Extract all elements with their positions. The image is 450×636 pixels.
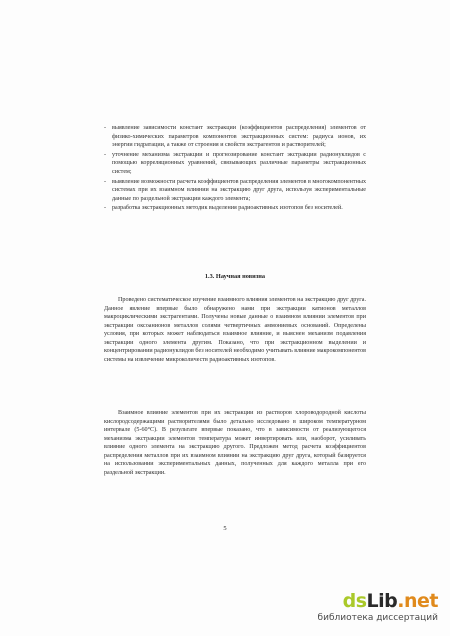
- list-item-text: разработка экстракционных методик выделения радиоактивных изотопов без носителей.: [112, 205, 343, 212]
- logo-dot: .: [397, 590, 404, 612]
- watermark-tagline: библиотека диссертаций: [317, 613, 438, 623]
- logo-ds: ds: [342, 590, 367, 612]
- list-item: [104, 151, 366, 177]
- list-item-text: уточнение механизма экстракции и прогнозирование констант экстракции радионуклидов с помощью корреляционных уравнений, связывающих различные параметры экстракционных систем;: [112, 151, 366, 175]
- logo-net: net: [404, 590, 438, 612]
- bullet-marker: -: [104, 178, 107, 185]
- logo-lib: Lib: [366, 590, 398, 612]
- paragraph: Проведено систематическое изучение взаимного влияния элементов на экстракцию друг друга. Данное явление впервые было обнаружено нами при экстракции катионов металлов макроциклическими экстрагентами. Получены новые данные о взаимном влиянии элементов при экстракции оксоанионов металлов солями четвертичных аммониевых оснований. Определены условия, при которых может наблюдаться взаимное влияние, и выяснен механизм подавления экстракции одного элемента другим. Показано, что при экстракционном выделении и концентрировании радионуклидов без носителей необходимо учитывать влияние макрокомпонентов системы на извлечение микроколичеств радиоактивных изотопов.: [104, 297, 366, 363]
- watermark[interactable]: [314, 590, 442, 628]
- list-item: [104, 204, 366, 213]
- paragraph: Взаимное влияние элементов при их экстракции из растворов хлороводородной кислоты кислородсодержащими растворителями было детально исследовано в широком температурном интервале (5-60°С). В результате впервые показано, что в зависимости от реализующегося механизма экстракции элементов температура может инвертировать или, наоборот, усиливать влияние одного элемента на экстракцию другого. Предложен метод расчета коэффициентов распределения металлов при их взаимном влиянии на экстракцию друг друга, который базируется на использовании экспериментальных данных, полученных для каждого металла при его раздельной экстракции.: [104, 410, 366, 476]
- list-item-text: выявление зависимости констант экстракции (коэффициентов распределения) элементов от физико-химических параметров компонентов экстракционных систем: радиуса ионов, их энергии гидратации, а также от строения и свойств экстрагентов и растворителей;: [112, 125, 366, 149]
- list-item: [104, 178, 366, 204]
- bullet-marker: -: [104, 125, 107, 131]
- watermark-logo: [343, 590, 438, 612]
- list-item: [104, 124, 366, 150]
- list-item-text: выявление возможности расчета коэффициентов распределения элементов в многокомпонентных системах при их взаимном влиянии на экстракцию друг друга, используя экспериментальные данные по раздельной экстракции каждого элемента;: [112, 178, 366, 202]
- section-heading: 1.3. Научная новизна: [204, 273, 266, 280]
- bullet-marker: -: [104, 151, 107, 158]
- bullet-marker: -: [104, 205, 107, 212]
- page-number: 5: [223, 525, 227, 532]
- task-list: [104, 124, 366, 214]
